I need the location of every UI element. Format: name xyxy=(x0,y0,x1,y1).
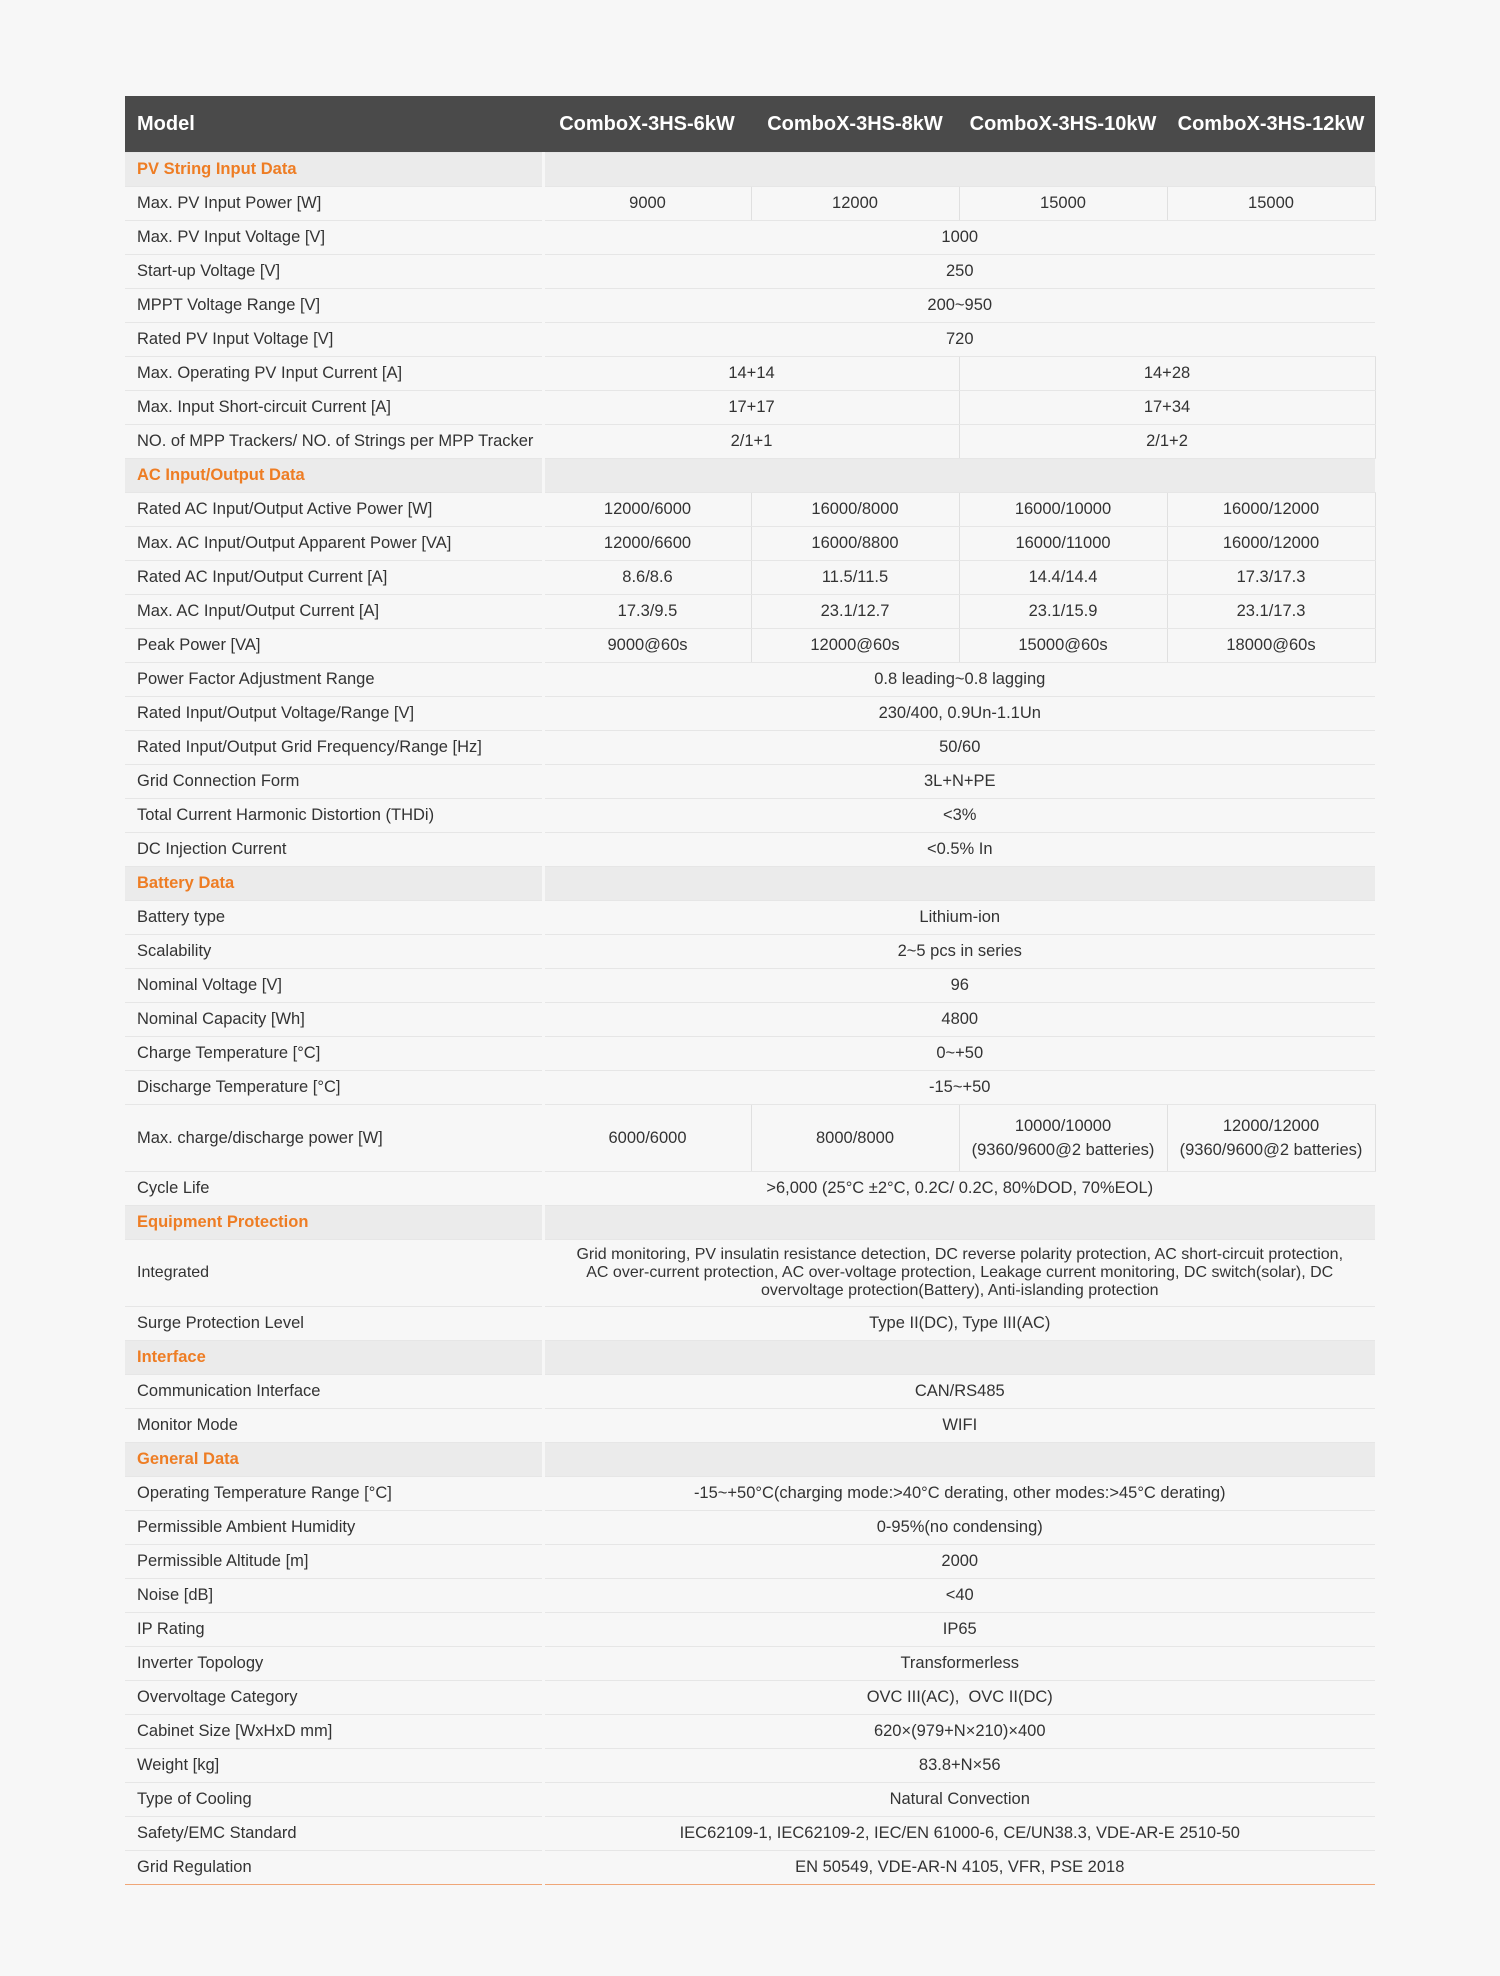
row-value: 14+28 xyxy=(959,357,1375,391)
row-value: IP65 xyxy=(543,1613,1375,1647)
value-main: 10000/10000 xyxy=(1014,1117,1112,1135)
row-value: <3% xyxy=(543,799,1375,833)
row-value: 18000@60s xyxy=(1167,629,1375,663)
row-value: IEC62109-1, IEC62109-2, IEC/EN 61000-6, CE/UN38.3, VDE-AR-E 2510-50 xyxy=(543,1817,1375,1851)
row-label: Inverter Topology xyxy=(125,1647,543,1681)
table-row xyxy=(125,1307,1375,1341)
row-label: Charge Temperature [°C] xyxy=(125,1037,543,1071)
row-label: Rated AC Input/Output Active Power [W] xyxy=(125,493,543,527)
row-value: 11.5/11.5 xyxy=(751,561,959,595)
value-line: AC over-current protection, AC over-voltage protection, Leakage current monitoring, DC switch(solar), DC xyxy=(586,1264,1334,1281)
row-value: 8000/8000 xyxy=(751,1105,959,1172)
section-title: PV String Input Data xyxy=(125,153,543,187)
row-label: Grid Connection Form xyxy=(125,765,543,799)
row-label: Operating Temperature Range [°C] xyxy=(125,1477,543,1511)
row-value: 17+17 xyxy=(543,391,959,425)
row-label: IP Rating xyxy=(125,1613,543,1647)
table-row xyxy=(125,629,1375,663)
row-value: 2~5 pcs in series xyxy=(543,935,1375,969)
table-row xyxy=(125,527,1375,561)
row-value: EN 50549, VDE-AR-N 4105, VFR, PSE 2018 xyxy=(543,1851,1375,1885)
row-value: 15000 xyxy=(959,187,1167,221)
row-value: Natural Convection xyxy=(543,1783,1375,1817)
row-label: Battery type xyxy=(125,901,543,935)
table-row xyxy=(125,1749,1375,1783)
section-title: Battery Data xyxy=(125,867,543,901)
row-label: Max. Operating PV Input Current [A] xyxy=(125,357,543,391)
row-value: OVC III(AC), OVC II(DC) xyxy=(543,1681,1375,1715)
value-line: Grid monitoring, PV insulatin resistance detection, DC reverse polarity protection, AC short-circuit protection, xyxy=(576,1246,1344,1263)
table-row xyxy=(125,357,1375,391)
row-label: Power Factor Adjustment Range xyxy=(125,663,543,697)
row-value: 720 xyxy=(543,323,1375,357)
section-interface xyxy=(125,1341,1375,1375)
table-row xyxy=(125,1037,1375,1071)
row-value: 12000/6600 xyxy=(543,527,751,561)
row-label: DC Injection Current xyxy=(125,833,543,867)
table-row xyxy=(125,1375,1375,1409)
row-label: Rated PV Input Voltage [V] xyxy=(125,323,543,357)
row-value: 14.4/14.4 xyxy=(959,561,1167,595)
row-value: 23.1/12.7 xyxy=(751,595,959,629)
row-value: -15~+50 xyxy=(543,1071,1375,1105)
section-title: AC Input/Output Data xyxy=(125,459,543,493)
row-label: Cycle Life xyxy=(125,1172,543,1206)
row-label: Communication Interface xyxy=(125,1375,543,1409)
table-row xyxy=(125,1172,1375,1206)
table-row xyxy=(125,221,1375,255)
table-row xyxy=(125,969,1375,1003)
row-value: 3L+N+PE xyxy=(543,765,1375,799)
row-value: 17.3/17.3 xyxy=(1167,561,1375,595)
table-row xyxy=(125,493,1375,527)
table-row xyxy=(125,1071,1375,1105)
row-value: <40 xyxy=(543,1579,1375,1613)
header-model-10kw: ComboX-3HS-10kW xyxy=(959,96,1167,153)
row-value: 83.8+N×56 xyxy=(543,1749,1375,1783)
table-row xyxy=(125,765,1375,799)
row-value: 12000 xyxy=(751,187,959,221)
table-row xyxy=(125,595,1375,629)
row-value: 15000@60s xyxy=(959,629,1167,663)
row-value: WIFI xyxy=(543,1409,1375,1443)
row-label: MPPT Voltage Range [V] xyxy=(125,289,543,323)
row-label: Scalability xyxy=(125,935,543,969)
row-value: 12000@60s xyxy=(751,629,959,663)
table-row xyxy=(125,1545,1375,1579)
value-note: (9360/9600@2 batteries) xyxy=(971,1141,1155,1159)
section-title: Equipment Protection xyxy=(125,1206,543,1240)
header-row xyxy=(125,96,1375,153)
row-label: Max. charge/discharge power [W] xyxy=(125,1105,543,1172)
row-label: Grid Regulation xyxy=(125,1851,543,1885)
value-note: (9360/9600@2 batteries) xyxy=(1179,1141,1363,1159)
row-value: 6000/6000 xyxy=(543,1105,751,1172)
header-model-12kw: ComboX-3HS-12kW xyxy=(1167,96,1375,153)
row-label: Max. AC Input/Output Apparent Power [VA] xyxy=(125,527,543,561)
section-title: General Data xyxy=(125,1443,543,1477)
section-protection xyxy=(125,1206,1375,1240)
header-model-label: Model xyxy=(125,96,543,153)
row-label: Peak Power [VA] xyxy=(125,629,543,663)
row-value: 230/400, 0.9Un-1.1Un xyxy=(543,697,1375,731)
spec-sheet xyxy=(125,96,1375,1885)
row-value: 250 xyxy=(543,255,1375,289)
row-value: 16000/10000 xyxy=(959,493,1167,527)
row-label: Cabinet Size [WxHxD mm] xyxy=(125,1715,543,1749)
table-row xyxy=(125,1681,1375,1715)
table-row xyxy=(125,1409,1375,1443)
row-label: Nominal Voltage [V] xyxy=(125,969,543,1003)
row-label: Overvoltage Category xyxy=(125,1681,543,1715)
table-row xyxy=(125,799,1375,833)
row-label: Total Current Harmonic Distortion (THDi) xyxy=(125,799,543,833)
row-value: 16000/12000 xyxy=(1167,527,1375,561)
table-row xyxy=(125,561,1375,595)
table-row xyxy=(125,1715,1375,1749)
section-title: Interface xyxy=(125,1341,543,1375)
row-value: 96 xyxy=(543,969,1375,1003)
row-value: <0.5% In xyxy=(543,833,1375,867)
row-value: 15000 xyxy=(1167,187,1375,221)
row-label: Type of Cooling xyxy=(125,1783,543,1817)
table-row xyxy=(125,935,1375,969)
row-label: Weight [kg] xyxy=(125,1749,543,1783)
row-value: Lithium-ion xyxy=(543,901,1375,935)
row-value: 12000/6000 xyxy=(543,493,751,527)
row-label: Noise [dB] xyxy=(125,1579,543,1613)
table-row xyxy=(125,731,1375,765)
row-value: 17+34 xyxy=(959,391,1375,425)
row-value: 2/1+1 xyxy=(543,425,959,459)
row-value: 2/1+2 xyxy=(959,425,1375,459)
spec-table xyxy=(125,96,1376,1885)
table-row xyxy=(125,1647,1375,1681)
row-value: 1000 xyxy=(543,221,1375,255)
table-row xyxy=(125,187,1375,221)
row-label: Permissible Altitude [m] xyxy=(125,1545,543,1579)
section-pv xyxy=(125,153,1375,187)
row-label: Rated AC Input/Output Current [A] xyxy=(125,561,543,595)
row-value: 17.3/9.5 xyxy=(543,595,751,629)
row-value: 0-95%(no condensing) xyxy=(543,1511,1375,1545)
row-value: Type II(DC), Type III(AC) xyxy=(543,1307,1375,1341)
table-row xyxy=(125,255,1375,289)
section-battery xyxy=(125,867,1375,901)
table-row xyxy=(125,391,1375,425)
table-row xyxy=(125,289,1375,323)
header-model-8kw: ComboX-3HS-8kW xyxy=(751,96,959,153)
value-line: overvoltage protection(Battery), Anti-islanding protection xyxy=(760,1282,1159,1299)
value-main: 12000/12000 xyxy=(1222,1117,1320,1135)
table-row xyxy=(125,1613,1375,1647)
row-value: 4800 xyxy=(543,1003,1375,1037)
row-value: 2000 xyxy=(543,1545,1375,1579)
row-label: Monitor Mode xyxy=(125,1409,543,1443)
row-label: Rated Input/Output Voltage/Range [V] xyxy=(125,697,543,731)
row-label: Max. PV Input Voltage [V] xyxy=(125,221,543,255)
table-row xyxy=(125,697,1375,731)
row-value: 0.8 leading~0.8 lagging xyxy=(543,663,1375,697)
header-model-6kw: ComboX-3HS-6kW xyxy=(543,96,751,153)
row-label: NO. of MPP Trackers/ NO. of Strings per MPP Tracker xyxy=(125,425,543,459)
row-value xyxy=(543,1240,1375,1307)
table-row xyxy=(125,1851,1375,1885)
row-value: 16000/8000 xyxy=(751,493,959,527)
row-value: >6,000 (25°C ±2°C, 0.2C/ 0.2C, 80%DOD, 70%EOL) xyxy=(543,1172,1375,1206)
table-row xyxy=(125,1003,1375,1037)
table-row xyxy=(125,1477,1375,1511)
table-row xyxy=(125,323,1375,357)
row-value: Transformerless xyxy=(543,1647,1375,1681)
row-value: 16000/12000 xyxy=(1167,493,1375,527)
row-value: 9000@60s xyxy=(543,629,751,663)
row-value: 620×(979+N×210)×400 xyxy=(543,1715,1375,1749)
section-general xyxy=(125,1443,1375,1477)
row-value: 50/60 xyxy=(543,731,1375,765)
row-value: 16000/11000 xyxy=(959,527,1167,561)
table-row xyxy=(125,833,1375,867)
row-value: 9000 xyxy=(543,187,751,221)
row-value: 8.6/8.6 xyxy=(543,561,751,595)
table-row xyxy=(125,663,1375,697)
row-value: 16000/8800 xyxy=(751,527,959,561)
table-row xyxy=(125,1817,1375,1851)
table-row xyxy=(125,425,1375,459)
row-value: 200~950 xyxy=(543,289,1375,323)
row-label: Surge Protection Level xyxy=(125,1307,543,1341)
row-value: CAN/RS485 xyxy=(543,1375,1375,1409)
row-label: Permissible Ambient Humidity xyxy=(125,1511,543,1545)
row-label: Max. PV Input Power [W] xyxy=(125,187,543,221)
row-value: -15~+50°C(charging mode:>40°C derating, other modes:>45°C derating) xyxy=(543,1477,1375,1511)
row-value xyxy=(959,1105,1167,1172)
table-row xyxy=(125,1511,1375,1545)
row-label: Max. AC Input/Output Current [A] xyxy=(125,595,543,629)
table-row xyxy=(125,901,1375,935)
row-value: 0~+50 xyxy=(543,1037,1375,1071)
row-label: Integrated xyxy=(125,1240,543,1307)
table-row xyxy=(125,1240,1375,1307)
row-label: Safety/EMC Standard xyxy=(125,1817,543,1851)
table-row xyxy=(125,1579,1375,1613)
row-value: 23.1/15.9 xyxy=(959,595,1167,629)
row-value: 23.1/17.3 xyxy=(1167,595,1375,629)
row-label: Max. Input Short-circuit Current [A] xyxy=(125,391,543,425)
table-row xyxy=(125,1783,1375,1817)
section-ac xyxy=(125,459,1375,493)
row-value: 14+14 xyxy=(543,357,959,391)
table-row xyxy=(125,1105,1375,1172)
row-label: Discharge Temperature [°C] xyxy=(125,1071,543,1105)
row-value xyxy=(1167,1105,1375,1172)
row-label: Start-up Voltage [V] xyxy=(125,255,543,289)
row-label: Nominal Capacity [Wh] xyxy=(125,1003,543,1037)
row-label: Rated Input/Output Grid Frequency/Range [Hz] xyxy=(125,731,543,765)
